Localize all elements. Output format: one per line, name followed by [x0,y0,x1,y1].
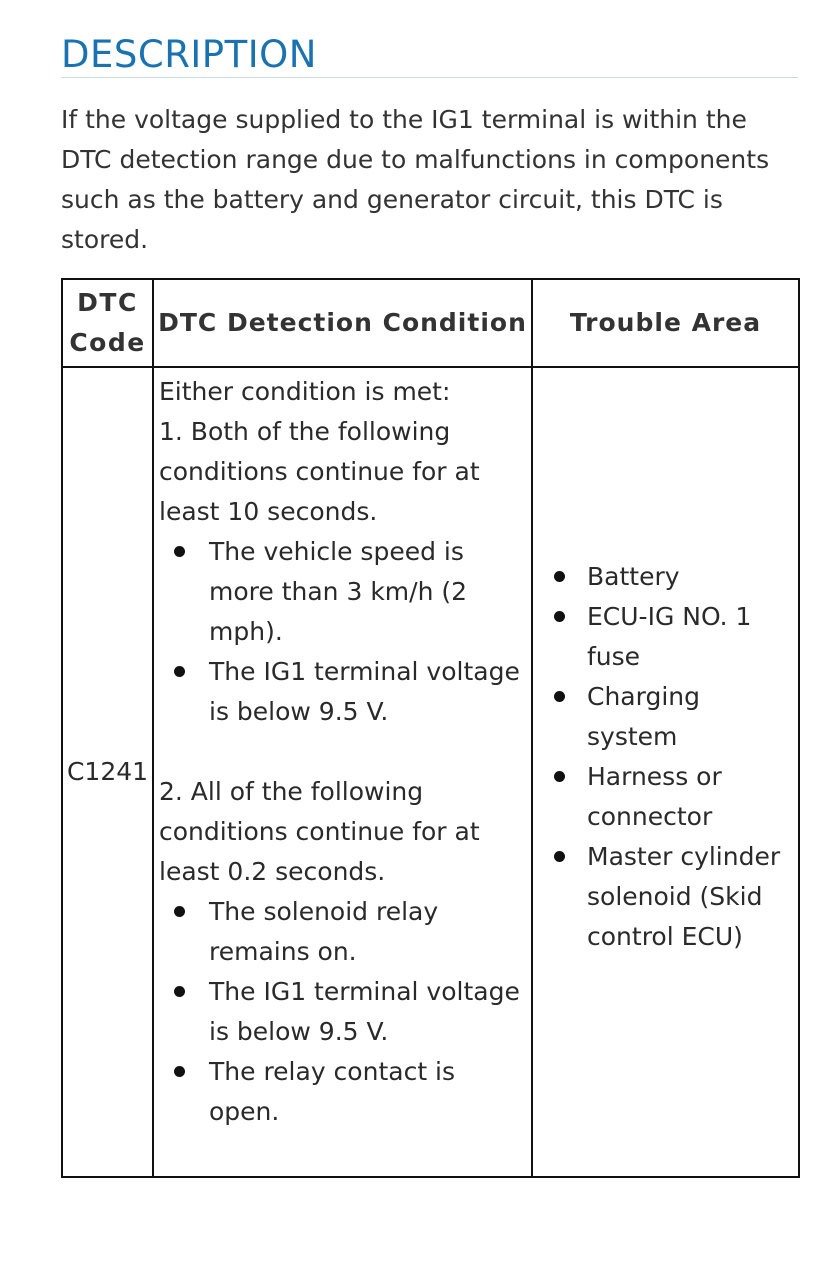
table-row [62,367,799,1177]
dtc-table [61,278,800,1178]
condition-2-text: 2. All of the following conditions continue for at least 0.2 seconds. [159,777,480,886]
list-item [538,837,792,957]
header-detection-condition: DTC Detection Condition [153,279,532,367]
bullet-icon [174,1066,185,1077]
list-item [159,652,525,732]
list-item-text: The solenoid relay remains on. [209,897,439,966]
list-item [159,532,525,652]
condition-intro: Either condition is met: [159,377,451,406]
trouble-area-cell [532,367,799,1177]
bullet-icon [174,986,185,997]
dtc-code-cell: C1241 [62,367,153,1177]
description-paragraph: If the voltage supplied to the IG1 terminal is within the DTC detection range due to malfunctions in components such as the battery and generator circuit, this DTC is stored. [61,105,770,254]
list-item-text: The relay contact is open. [209,1057,456,1126]
list-item [538,597,792,677]
bullet-icon [174,546,185,557]
spacer [159,732,525,772]
list-item [538,757,792,837]
header-dtc-code: DTC Code [62,279,153,367]
bullet-icon [174,666,185,677]
bullet-icon [554,571,565,582]
bullet-icon [554,771,565,782]
bullet-icon [174,906,185,917]
list-item-text: Charging system [587,682,700,751]
condition-1-text: 1. Both of the following conditions continue for at least 10 seconds. [159,417,480,526]
condition-2-list [159,892,525,1132]
table-header-row [62,279,799,367]
list-item-text: Master cylinder solenoid (Skid control ECU) [587,842,781,951]
list-item-text: The IG1 terminal voltage is below 9.5 V. [209,657,520,726]
list-item [538,677,792,757]
list-item [159,972,525,1052]
list-item-text: Harness or connector [587,762,722,831]
bullet-icon [554,611,565,622]
condition-1-list [159,532,525,732]
document-page [61,0,798,1126]
list-item-text: Battery [587,562,680,591]
list-item [159,1052,525,1132]
list-item-text: The IG1 terminal voltage is below 9.5 V. [209,977,520,1046]
list-item [159,892,525,972]
section-heading: DESCRIPTION [61,0,798,78]
list-item-text: ECU-IG NO. 1 fuse [587,602,752,671]
trouble-area-list [538,557,792,957]
bullet-icon [554,691,565,702]
detection-condition-cell [153,367,532,1177]
list-item-text: The vehicle speed is more than 3 km/h (2 mph). [209,537,468,646]
header-trouble-area: Trouble Area [532,279,799,367]
list-item [538,557,792,597]
bullet-icon [554,851,565,862]
